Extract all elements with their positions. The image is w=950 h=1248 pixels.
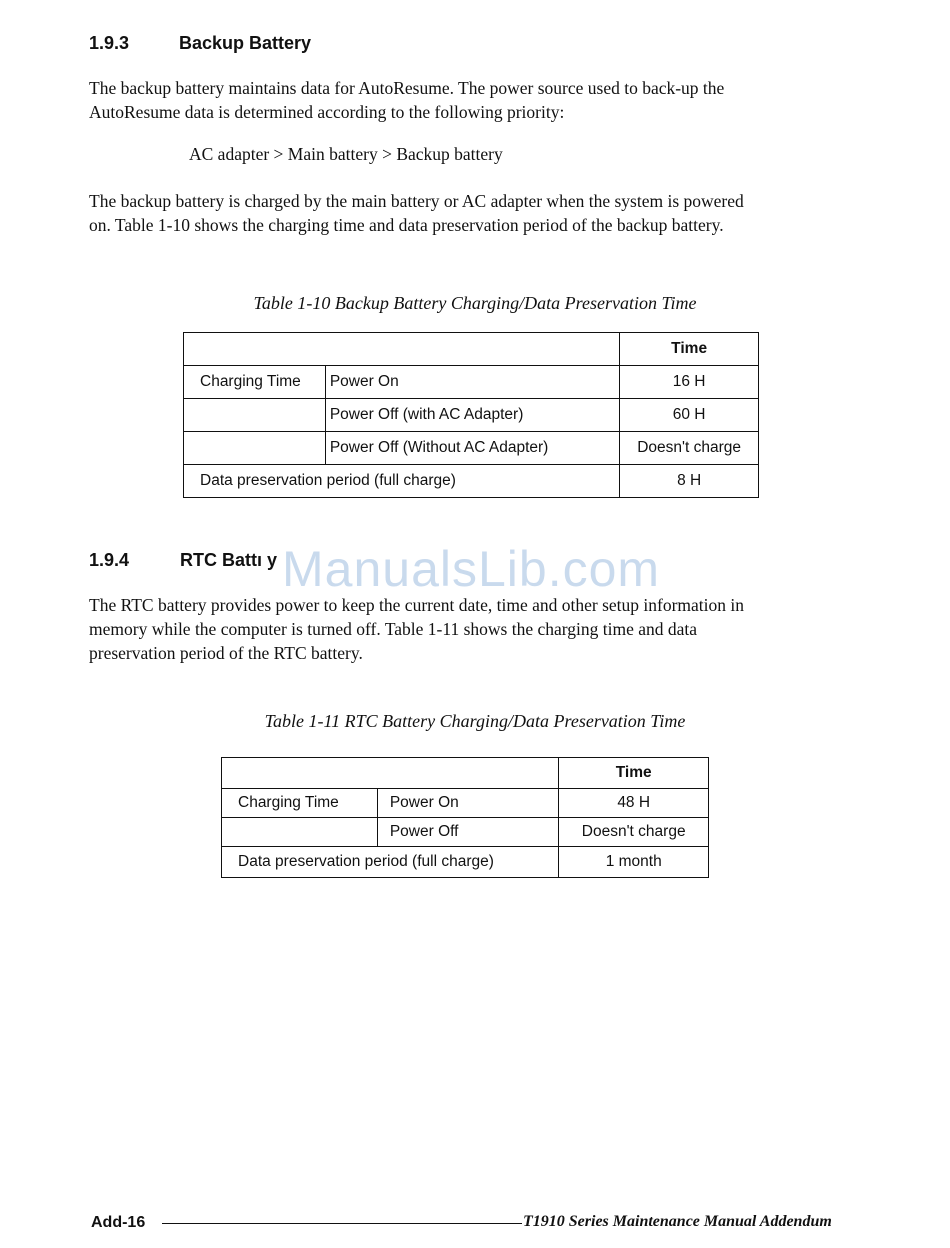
table-1-10 [183, 332, 759, 498]
paragraph-line: The backup battery is charged by the main battery or AC adapter when the system is powered [89, 191, 744, 211]
section-number-193: 1.9.3 [89, 33, 130, 53]
section-title-backup-battery: Backup Battery [179, 33, 312, 53]
row-time: 60 H [620, 399, 759, 432]
paragraph-line: preservation period of the RTC battery. [89, 643, 363, 663]
backup-battery-paragraph-1 [89, 76, 724, 124]
table-1-10-caption: Table 1-10 Backup Battery Charging/Data Preservation Time [253, 293, 697, 313]
row-condition: Power On [325, 366, 619, 399]
row-label: Charging Time [184, 366, 326, 399]
table-header-time: Time [620, 333, 759, 366]
footer-rule [162, 1223, 522, 1224]
table-1-11 [221, 757, 709, 878]
power-source-priority: AC adapter > Main battery > Backup battery [189, 144, 503, 164]
row-time: Doesn't charge [559, 818, 709, 847]
paragraph-line: The backup battery maintains data for AutoResume. The power source used to back-up the [89, 78, 725, 98]
table-1-11-caption: Table 1-11 RTC Battery Charging/Data Preservation Time [264, 711, 686, 731]
table-header-time: Time [559, 758, 709, 789]
row-condition: Power Off (with AC Adapter) [325, 399, 619, 432]
table-row [184, 366, 759, 399]
row-time: Doesn't charge [620, 432, 759, 465]
manualslib-watermark: ManualsLib.com [282, 541, 661, 597]
data-preservation-time: 8 H [620, 465, 759, 498]
table-row [222, 818, 709, 847]
table-footer-row [184, 465, 759, 498]
table-row [222, 789, 709, 818]
row-label: Charging Time [222, 789, 378, 818]
manual-title: T1910 Series Maintenance Manual Addendum [523, 1213, 832, 1230]
section-title-rtc-battery: RTC Battı y [180, 550, 278, 570]
row-condition: Power On [377, 789, 559, 818]
backup-battery-paragraph-2 [89, 189, 744, 237]
paragraph-line: AutoResume data is determined according to the following priority: [89, 102, 565, 122]
table-row [184, 399, 759, 432]
paragraph-line: on. Table 1-10 shows the charging time and data preservation period of the backup battery. [89, 215, 724, 235]
page-number: Add-16 [91, 1214, 146, 1231]
table-header-empty [222, 758, 559, 789]
table-row [184, 432, 759, 465]
section-number-194: 1.9.4 [89, 550, 130, 570]
row-label [184, 432, 326, 465]
row-condition: Power Off [377, 818, 559, 847]
row-time: 48 H [559, 789, 709, 818]
rtc-battery-paragraph [89, 593, 744, 665]
row-label [184, 399, 326, 432]
table-header-row [222, 758, 709, 789]
data-preservation-time: 1 month [559, 847, 709, 878]
row-time: 16 H [620, 366, 759, 399]
data-preservation-label: Data preservation period (full charge) [184, 465, 620, 498]
paragraph-line: The RTC battery provides power to keep the current date, time and other setup information in [89, 595, 745, 615]
table-header-empty [184, 333, 620, 366]
table-header-row [184, 333, 759, 366]
data-preservation-label: Data preservation period (full charge) [222, 847, 559, 878]
table-footer-row [222, 847, 709, 878]
row-condition: Power Off (Without AC Adapter) [325, 432, 619, 465]
row-label [222, 818, 378, 847]
paragraph-line: memory while the computer is turned off. Table 1-11 shows the charging time and data [89, 619, 698, 639]
